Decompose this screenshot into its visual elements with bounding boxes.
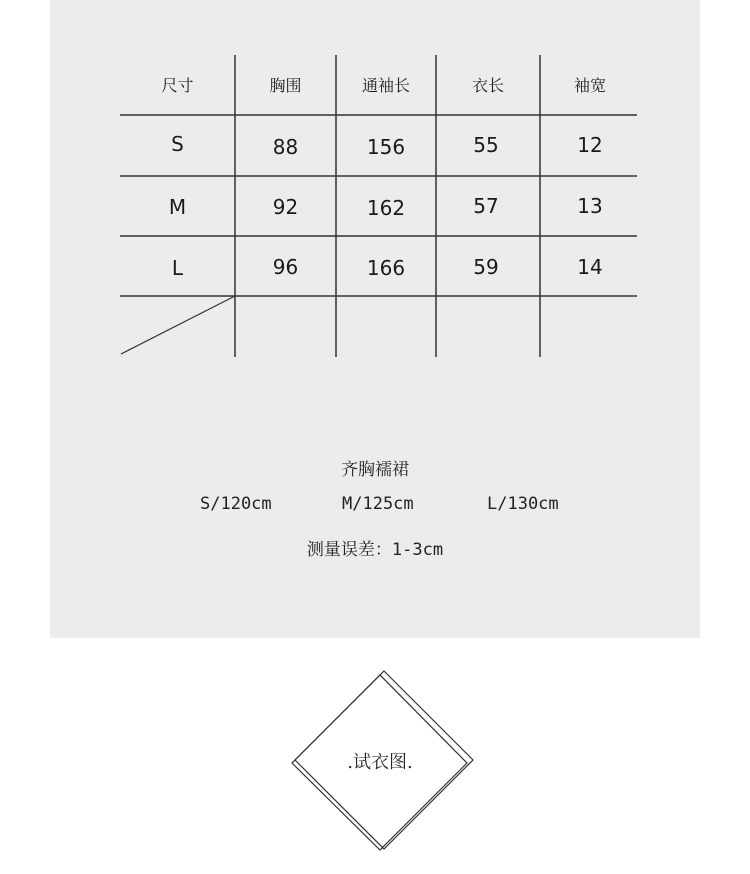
try-on-section-label: .试衣图.: [347, 752, 413, 773]
row-m-bust: 92: [272, 195, 299, 219]
row-l-sleeve-length: 166: [366, 256, 406, 280]
size-option-l: L/130cm: [487, 494, 559, 514]
header-garment-length: 衣长: [471, 76, 504, 95]
row-s-bust: 88: [272, 135, 299, 159]
header-bust: 胸围: [269, 76, 302, 95]
product-name: 齐胸襦裙: [341, 460, 409, 480]
row-m-sleeve-length: 162: [366, 196, 406, 220]
row-l-sleeve-width: 14: [577, 255, 603, 279]
row-s-sleeve-width: 12: [577, 133, 603, 157]
row-s-sleeve-length: 156: [366, 135, 406, 159]
row-l-size: L: [171, 256, 184, 280]
header-size: 尺寸: [161, 76, 194, 95]
measurement-tolerance: [0, 535, 750, 560]
row-m-size: M: [168, 195, 187, 219]
header-sleeve-width: 袖宽: [573, 76, 606, 95]
size-option-s: S/120cm: [200, 494, 272, 514]
row-m-sleeve-width: 13: [577, 194, 603, 218]
row-l-bust: 96: [272, 255, 299, 279]
row-s-garment-length: 55: [473, 133, 499, 157]
size-option-m: M/125cm: [342, 494, 414, 514]
row-m-garment-length: 57: [473, 194, 499, 218]
row-s-size: S: [171, 132, 184, 156]
tolerance-value: 1-3cm: [391, 540, 444, 560]
tolerance-label: 测量误差：: [306, 540, 392, 560]
header-sleeve-length: 通袖长: [361, 76, 410, 95]
row-l-garment-length: 59: [473, 255, 499, 279]
